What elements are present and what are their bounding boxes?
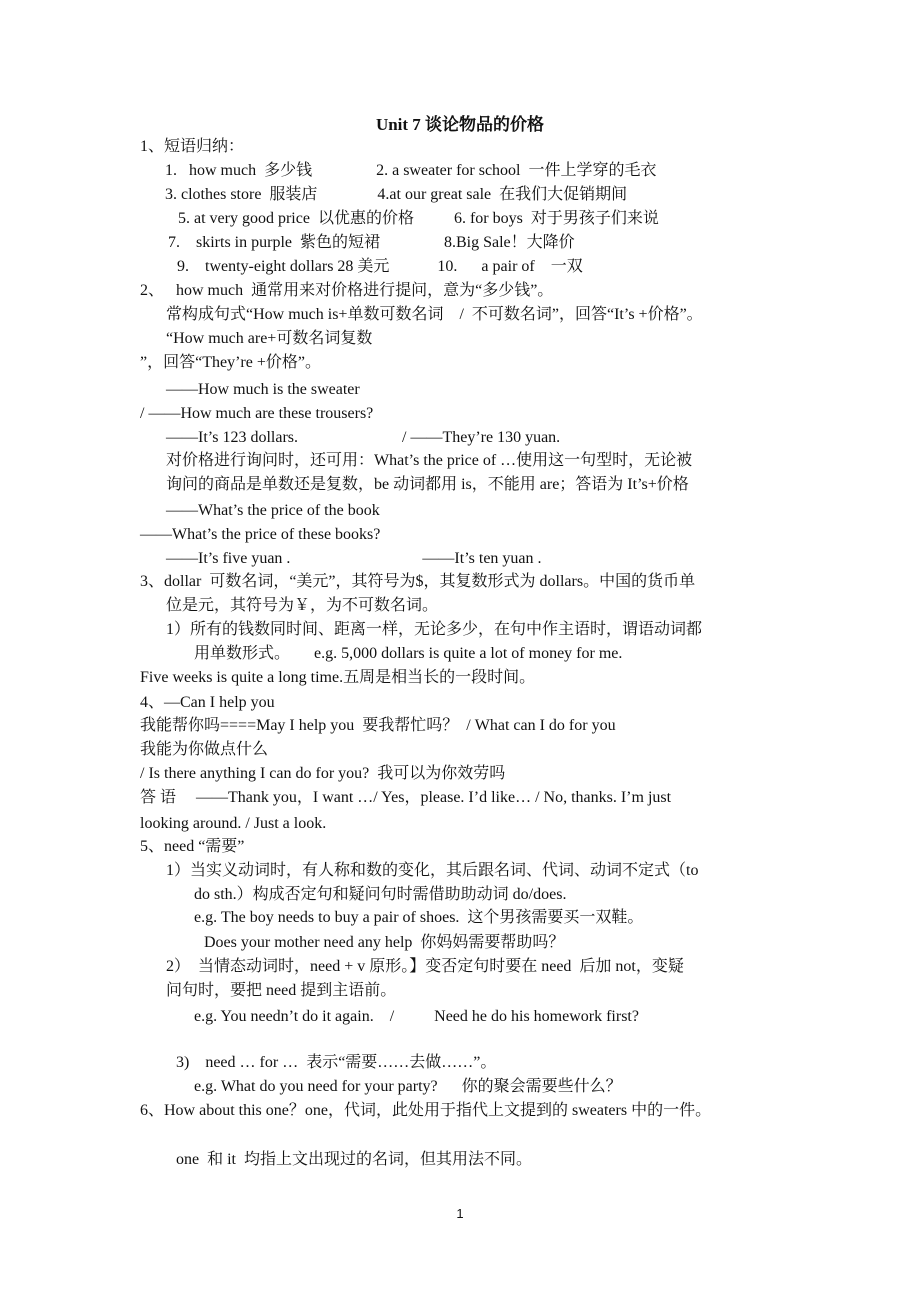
text-line: ——It’s 123 dollars. / ——They’re 130 yuan. — [166, 429, 561, 446]
text-line: 1）所有的钱数同时间、距离一样，无论多少，在句中作主语时，谓语动词都 — [166, 621, 703, 638]
text-line: ——It’s five yuan . ——It’s ten yuan . — [166, 550, 542, 567]
text-line: e.g. What do you need for your party? 你的聚会需要些什么？ — [194, 1078, 622, 1095]
text-line: ——What’s the price of these books? — [140, 526, 381, 543]
text-line: 5. at very good price 以优惠的价格 6. for boys 对于男孩子们来说 — [178, 210, 659, 227]
text-line: 6、How about this one？one，代词，此处用于指代上文提到的 sweaters 中的一件。 — [140, 1102, 712, 1119]
text-line: / ——How much are these trousers? — [140, 405, 374, 422]
text-line: / Is there anything I can do for you? 我可以为你效劳吗 — [140, 765, 506, 782]
text-line: 4、—Can I help you — [140, 694, 275, 711]
text-line: ”，回答“They’re +价格”。 — [140, 354, 321, 371]
text-line: e.g. The boy needs to buy a pair of shoes. 这个男孩需要买一双鞋。 — [194, 909, 644, 926]
page-number: 1 — [456, 1206, 464, 1221]
text-line: 2） 当情态动词时，need + v 原形。】变否定句时要在 need 后加 not，变疑 — [166, 958, 684, 975]
text-line: 5、need “需要” — [140, 838, 245, 855]
text-line: 问句时，要把 need 提到主语前。 — [166, 982, 397, 999]
text-line: do sth.）构成否定句和疑问句时需借助助动词 do/does. — [194, 886, 567, 903]
text-line: ——What’s the price of the book — [166, 502, 380, 519]
text-line: 常构成句式“How much is+单数可数名词 / 不可数名词”，回答“It’s +价格”。 — [166, 306, 703, 323]
text-line: 1. how much 多少钱 2. a sweater for school 一件上学穿的毛衣 — [165, 162, 657, 179]
text-line: looking around. / Just a look. — [140, 815, 327, 832]
text-line: 我能为你做点什么 — [140, 741, 269, 758]
text-line: 我能帮你吗====May I help you 要我帮忙吗？ / What can I do for you — [140, 717, 616, 734]
text-line: 3、dollar 可数名词，“美元”，其符号为$，其复数形式为 dollars。中国的货币单 — [140, 573, 696, 590]
text-line: 位是元，其符号为￥，为不可数名词。 — [166, 597, 439, 614]
text-line: Does your mother need any help 你妈妈需要帮助吗？ — [204, 934, 565, 951]
text-line: 1）当实义动词时，有人称和数的变化，其后跟名词、代词、动词不定式（to — [166, 862, 699, 879]
text-line: 询问的商品是单数还是复数，be 动词都用 is，不能用 are；答语为 It’s+价格 — [166, 476, 689, 493]
text-line: 3. clothes store 服装店 4.at our great sale 在我们大促销期间 — [165, 186, 628, 203]
text-line: 用单数形式。 e.g. 5,000 dollars is quite a lot of money for me. — [194, 645, 623, 662]
text-line: Five weeks is quite a long time.五周是相当长的一段时间。 — [140, 669, 536, 686]
text-line: one 和 it 均指上文出现过的名词，但其用法不同。 — [176, 1151, 532, 1168]
text-line: 2、 how much 通常用来对价格进行提问，意为“多少钱”。 — [140, 282, 554, 299]
text-line: e.g. You needn’t do it again. / Need he do his homework first? — [194, 1008, 639, 1025]
text-line: 7. skirts in purple 紫色的短裙 8.Big Sale！大降价 — [168, 234, 575, 251]
text-line: 1、短语归纳： — [140, 138, 245, 155]
text-line: 9. twenty-eight dollars 28 美元 10. a pair of 一双 — [177, 258, 583, 275]
text-line: 答 语 ——Thank you，I want …/ Yes，please. I’d like… / No, thanks. I’m just — [140, 789, 672, 806]
text-line: “How much are+可数名词复数 — [166, 330, 373, 347]
text-line: 3) need … for … 表示“需要……去做……”。 — [176, 1054, 497, 1071]
page-title: Unit 7 谈论物品的价格 — [375, 115, 545, 134]
text-line: 对价格进行询问时，还可用：What’s the price of …使用这一句型时，无论被 — [166, 452, 693, 469]
text-line: ——How much is the sweater — [166, 381, 360, 398]
